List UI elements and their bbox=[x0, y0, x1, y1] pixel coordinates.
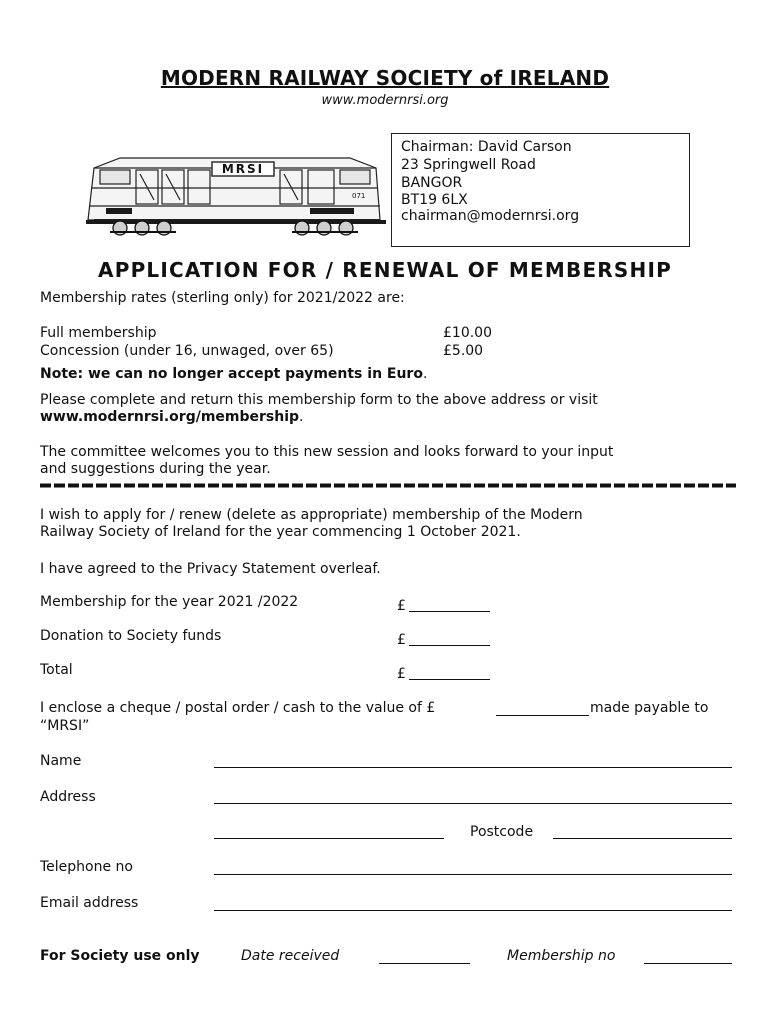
chairman-address-box bbox=[391, 133, 690, 247]
total-field[interactable] bbox=[409, 664, 490, 680]
website-link[interactable]: www.modernrsi.org bbox=[321, 93, 449, 108]
privacy-statement: I have agreed to the Privacy Statement overleaf. bbox=[40, 561, 381, 577]
payee-label: “MRSI” bbox=[40, 718, 90, 734]
currency-symbol: £ bbox=[397, 632, 406, 648]
postcode-field[interactable] bbox=[553, 824, 732, 839]
membership-no-label: Membership no bbox=[507, 948, 616, 964]
full-membership-price: £10.00 bbox=[443, 325, 492, 341]
address-line: BANGOR bbox=[401, 175, 463, 191]
page-title: MODERN RAILWAY SOCIETY of IRELAND bbox=[160, 66, 610, 90]
society-use-label: For Society use only bbox=[40, 948, 200, 964]
concession-price: £5.00 bbox=[443, 343, 484, 359]
welcome-text: and suggestions during the year. bbox=[40, 461, 271, 477]
telephone-label: Telephone no bbox=[40, 859, 133, 875]
address-line: 23 Springwell Road bbox=[401, 157, 536, 173]
welcome-text: The committee welcomes you to this new session and looks forward to your input bbox=[40, 444, 614, 460]
membership-no-field[interactable] bbox=[644, 948, 732, 964]
return-instructions: Please complete and return this membership form to the above address or visit bbox=[40, 392, 598, 408]
euro-note bbox=[40, 366, 427, 383]
date-received-label: Date received bbox=[241, 948, 340, 964]
apply-statement: I wish to apply for / renew (delete as appropriate) membership of the Modern bbox=[40, 507, 583, 523]
enclose-statement: I enclose a cheque / postal order / cash to the value of £ bbox=[40, 700, 436, 716]
membership-fee-label: Membership for the year 2021 /2022 bbox=[40, 594, 299, 610]
euro-note-text: Note: we can no longer accept payments in Euro bbox=[40, 366, 423, 382]
membership-link-end: . bbox=[299, 409, 304, 425]
address-field[interactable] bbox=[214, 788, 732, 804]
currency-symbol: £ bbox=[397, 598, 406, 614]
rates-intro: Membership rates (sterling only) for 2021/2022 are: bbox=[40, 290, 405, 306]
membership-fee-field[interactable] bbox=[409, 596, 490, 612]
name-field[interactable] bbox=[214, 752, 732, 768]
telephone-field[interactable] bbox=[214, 859, 732, 875]
address-label: Address bbox=[40, 789, 96, 805]
membership-link[interactable]: www.modernrsi.org/membership bbox=[40, 409, 300, 425]
total-label: Total bbox=[40, 662, 73, 678]
concession-label: Concession (under 16, unwaged, over 65) bbox=[40, 343, 334, 359]
payable-label: made payable to bbox=[590, 700, 709, 716]
apply-statement: Railway Society of Ireland for the year commencing 1 October 2021. bbox=[40, 524, 521, 540]
donation-label: Donation to Society funds bbox=[40, 628, 222, 644]
full-membership-label: Full membership bbox=[40, 325, 157, 341]
enclosed-amount-field[interactable] bbox=[496, 701, 589, 716]
locomotive-illustration bbox=[80, 148, 392, 236]
membership-link-line bbox=[40, 409, 304, 426]
name-label: Name bbox=[40, 753, 82, 769]
euro-note-end: . bbox=[422, 366, 428, 382]
address-line: BT19 6LX bbox=[401, 192, 468, 208]
dashed-separator bbox=[40, 483, 736, 488]
postcode-label: Postcode bbox=[470, 824, 534, 840]
date-received-field[interactable] bbox=[379, 948, 470, 964]
address-line2-field[interactable] bbox=[214, 824, 444, 839]
donation-field[interactable] bbox=[409, 630, 490, 646]
address-line: Chairman: David Carson bbox=[401, 139, 572, 155]
email-field[interactable] bbox=[214, 895, 732, 911]
email-label: Email address bbox=[40, 895, 139, 911]
loco-number: 071 bbox=[352, 192, 366, 200]
form-heading: APPLICATION FOR / RENEWAL OF MEMBERSHIP bbox=[98, 258, 672, 282]
currency-symbol: £ bbox=[397, 666, 406, 682]
loco-logo-text: MRSI bbox=[221, 162, 265, 176]
address-email: chairman@modernrsi.org bbox=[401, 208, 580, 224]
